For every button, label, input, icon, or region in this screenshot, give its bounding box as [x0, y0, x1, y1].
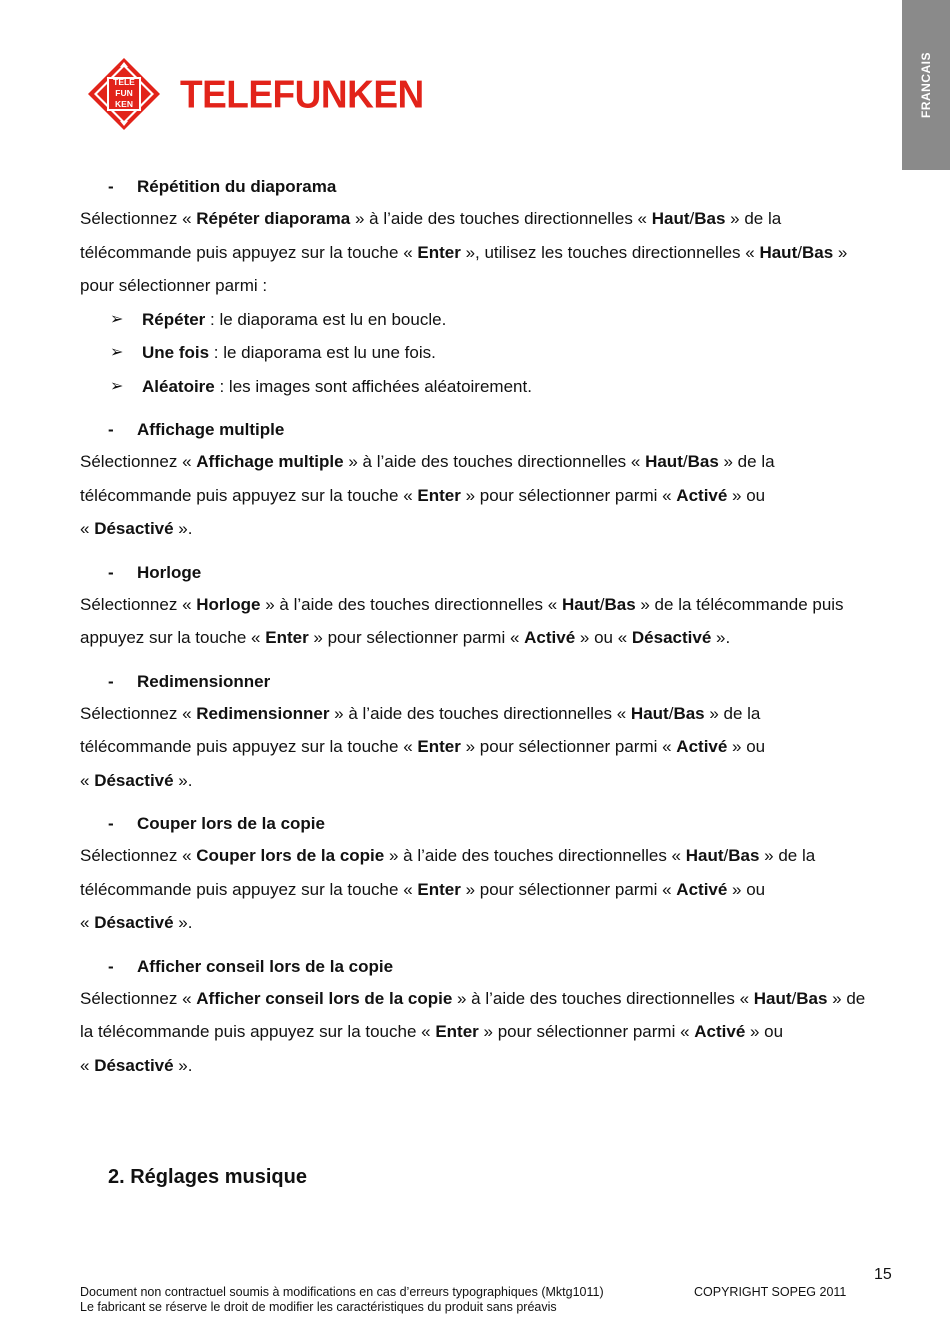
text-line: [80, 445, 895, 479]
bold-term: Enter: [435, 1022, 479, 1041]
bold-term: Bas: [801, 242, 834, 262]
bold-term: Haut: [651, 209, 690, 228]
arrow-bullet-icon: ➢: [110, 344, 124, 361]
bold-term: Couper lors de la copie: [196, 846, 385, 865]
text-run: ».: [173, 519, 193, 538]
option-item: [80, 303, 895, 337]
bold-term: Activé: [676, 737, 728, 756]
bold-term: Désactivé: [94, 770, 174, 790]
text-run: » pour sélectionner parmi «: [478, 1022, 695, 1041]
section: [80, 172, 895, 403]
svg-text:TELE: TELE: [113, 77, 135, 87]
text-run: Sélectionnez «: [80, 209, 197, 228]
dash-marker: -: [108, 420, 114, 439]
bold-term: Enter: [417, 242, 461, 262]
text-run: » de la: [759, 846, 816, 865]
bold-term: Haut: [645, 452, 683, 471]
telefunken-logo: [86, 56, 424, 136]
section-paragraph: [80, 445, 895, 546]
bold-term: Haut: [753, 988, 792, 1008]
dash-marker: -: [108, 671, 114, 691]
text-run: appuyez sur la touche «: [80, 628, 266, 647]
section: [80, 558, 895, 655]
svg-text:FUN: FUN: [115, 88, 133, 98]
dash-marker: -: [108, 814, 114, 833]
text-run: » à l’aide des touches directionnelles «: [260, 594, 562, 614]
bold-term: Haut: [561, 594, 600, 614]
text-run: » de la: [725, 209, 782, 228]
text-run: : le diaporama est lu en boucle.: [205, 309, 447, 329]
text-run: télécommande puis appuyez sur la touche «: [80, 242, 418, 262]
text-run: » à l’aide des touches directionnelles «: [343, 452, 646, 471]
text-run: /: [791, 988, 797, 1008]
bold-term: Une fois: [142, 343, 210, 362]
text-run: /: [668, 703, 674, 723]
text-run: » pour sélectionner parmi «: [460, 879, 677, 899]
text-run: /: [682, 452, 688, 471]
section-paragraph: [80, 202, 895, 303]
text-run: », utilisez les touches directionnelles «: [460, 242, 760, 262]
dash-marker: -: [108, 956, 114, 976]
arrow-bullet-icon: ➢: [110, 377, 124, 395]
text-line: [80, 512, 895, 546]
text-line: [80, 697, 895, 731]
section-heading: [80, 558, 895, 588]
text-run: «: [80, 1055, 95, 1075]
text-run: /: [797, 242, 802, 262]
section-heading: [80, 952, 895, 982]
bold-term: Haut: [630, 703, 669, 723]
text-run: » pour sélectionner parmi «: [460, 737, 677, 756]
document-body: [80, 172, 895, 1094]
footer-copyright: COPYRIGHT SOPEG 2011: [694, 1285, 847, 1299]
text-run: » pour sélectionner parmi «: [308, 628, 525, 647]
text-run: ».: [173, 1055, 193, 1075]
text-run: Sélectionnez «: [80, 594, 197, 614]
text-line: [80, 202, 895, 236]
bold-term: Bas: [796, 988, 828, 1008]
section-heading: [80, 415, 895, 445]
footer-line-2: Le fabricant se réserve le droit de modifier les caractéristiques du produit sans préavis: [80, 1300, 557, 1314]
language-tab-label: FRANCAIS: [919, 52, 933, 118]
dash-marker: -: [108, 177, 114, 196]
bold-term: Activé: [676, 879, 728, 899]
text-run: » de la: [718, 452, 775, 471]
text-run: » ou: [745, 1022, 784, 1041]
text-run: Sélectionnez «: [80, 703, 197, 723]
section-paragraph: [80, 839, 895, 940]
bold-term: Enter: [265, 628, 309, 647]
text-run: » ou: [727, 485, 766, 505]
bold-term: Redimensionner: [196, 703, 330, 723]
text-run: »: [833, 242, 848, 262]
section: [80, 809, 895, 940]
text-run: /: [689, 209, 695, 228]
bold-term: Bas: [673, 703, 705, 723]
section-heading: [80, 809, 895, 839]
section-heading: [80, 172, 895, 202]
text-run: télécommande puis appuyez sur la touche «: [80, 737, 418, 756]
bold-term: Désactivé: [94, 913, 174, 932]
text-line: [80, 479, 895, 513]
section-heading-text: Redimensionner: [137, 671, 271, 691]
bold-term: Désactivé: [94, 519, 174, 538]
section-heading-text: Affichage multiple: [137, 420, 285, 439]
section: [80, 415, 895, 546]
text-line: [80, 873, 895, 907]
bold-term: Enter: [417, 879, 461, 899]
arrow-bullet-icon: ➢: [110, 310, 124, 328]
section-heading-text: Couper lors de la copie: [137, 814, 325, 833]
text-line: [80, 982, 895, 1016]
language-tab: [902, 0, 950, 170]
logo-wordmark: TELEFUNKEN: [180, 72, 424, 116]
text-run: » ou: [727, 879, 766, 899]
text-run: la télécommande puis appuyez sur la touche «: [80, 1022, 436, 1041]
section-paragraph: [80, 982, 895, 1083]
telefunken-emblem-icon: [86, 56, 162, 132]
bold-term: Afficher conseil lors de la copie: [196, 988, 453, 1008]
text-run: » pour sélectionner parmi «: [460, 485, 677, 505]
section-heading-text: Horloge: [137, 562, 202, 582]
text-run: Sélectionnez «: [80, 452, 197, 471]
text-run: /: [599, 594, 605, 614]
section-paragraph: [80, 697, 895, 798]
text-run: ».: [173, 770, 193, 790]
bold-term: Activé: [524, 628, 576, 647]
bold-term: Répéter diaporama: [196, 209, 351, 228]
bold-term: Aléatoire: [142, 376, 215, 396]
bold-term: Activé: [694, 1022, 746, 1041]
bold-term: Horloge: [196, 594, 261, 614]
text-run: : les images sont affichées aléatoirement.: [214, 376, 532, 396]
text-line: [80, 839, 895, 873]
section-paragraph: [80, 588, 895, 655]
text-line: [80, 236, 895, 270]
bold-term: Haut: [759, 242, 798, 262]
text-run: ».: [711, 628, 731, 647]
text-run: » à l’aide des touches directionnelles «: [452, 988, 754, 1008]
text-run: Sélectionnez «: [80, 846, 197, 865]
text-line: [80, 1015, 895, 1049]
bold-term: Bas: [728, 846, 760, 865]
text-run: » à l’aide des touches directionnelles «: [350, 209, 652, 228]
text-line: [80, 1049, 895, 1083]
text-line: [80, 730, 895, 764]
bold-term: Enter: [417, 737, 461, 756]
text-line: [80, 764, 895, 798]
option-list: [80, 303, 895, 404]
section: [80, 952, 895, 1083]
text-run: » de la télécommande puis: [635, 594, 844, 614]
text-line: [80, 621, 895, 655]
text-run: » ou «: [575, 628, 632, 647]
text-run: pour sélectionner parmi :: [80, 276, 268, 295]
bold-term: Bas: [687, 452, 719, 471]
text-run: «: [80, 913, 95, 932]
bold-term: Affichage multiple: [196, 452, 344, 471]
footer-disclaimer: [80, 1285, 604, 1315]
dash-marker: -: [108, 562, 114, 582]
bold-term: Répéter: [142, 309, 206, 329]
bold-term: Désactivé: [94, 1055, 174, 1075]
bold-term: Haut: [685, 846, 724, 865]
page-number: 15: [874, 1266, 892, 1283]
bold-term: Bas: [694, 209, 726, 228]
option-item: [80, 370, 895, 404]
bold-term: Désactivé: [631, 628, 712, 647]
text-run: : le diaporama est lu une fois.: [209, 343, 436, 362]
bold-term: Enter: [417, 485, 461, 505]
bold-term: Bas: [604, 594, 636, 614]
text-run: /: [723, 846, 729, 865]
option-item: [80, 336, 895, 370]
section: [80, 667, 895, 798]
text-line: [80, 269, 895, 303]
text-run: ».: [173, 913, 193, 932]
text-run: » de: [827, 988, 866, 1008]
footer-line-1: Document non contractuel soumis à modifications en cas d’erreurs typographiques (Mktg1011): [80, 1285, 604, 1299]
bold-term: Activé: [676, 485, 728, 505]
text-run: » de la: [704, 703, 761, 723]
text-run: télécommande puis appuyez sur la touche «: [80, 879, 418, 899]
svg-text:KEN: KEN: [115, 99, 133, 109]
text-run: » à l’aide des touches directionnelles «: [384, 846, 686, 865]
text-run: «: [80, 770, 95, 790]
section-heading-text: Afficher conseil lors de la copie: [137, 956, 394, 976]
text-run: télécommande puis appuyez sur la touche «: [80, 485, 418, 505]
text-line: [80, 588, 895, 622]
text-run: Sélectionnez «: [80, 988, 197, 1008]
text-run: » ou: [727, 737, 766, 756]
text-run: » à l’aide des touches directionnelles «: [329, 703, 631, 723]
section-title: 2. Réglages musique: [108, 1166, 307, 1188]
section-heading-text: Répétition du diaporama: [137, 177, 337, 196]
section-heading: [80, 667, 895, 697]
text-line: [80, 906, 895, 940]
text-run: «: [80, 519, 95, 538]
